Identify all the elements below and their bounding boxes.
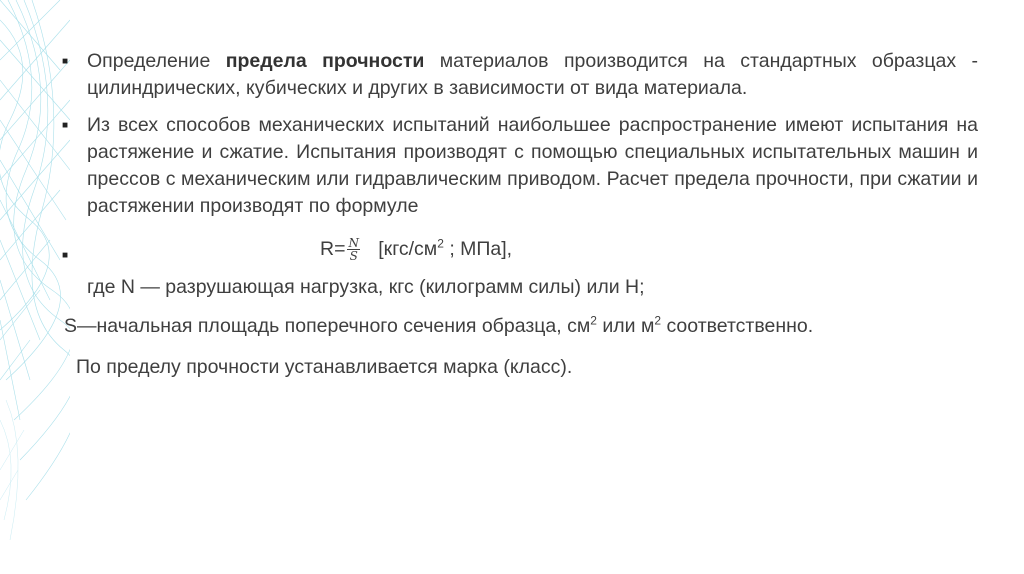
slide-content (62, 48, 978, 381)
formula-lhs: R= (320, 238, 346, 260)
formula-units-pre: [кгс/см (378, 238, 438, 260)
where-s-exp2: 2 (654, 313, 662, 328)
where-s-pre: S—начальная площадь поперечного сечения образца, см (64, 315, 591, 337)
item-text-pre: Определение (87, 50, 226, 72)
list-item (62, 112, 978, 220)
where-n-line: где N — разрушающая нагрузка, кгс (килограмм силы) или Н; (87, 276, 645, 298)
item-text-post: материалов производится на стандартных образцах - цилиндрических, кубических и других в зависимости от вида материала. (87, 50, 978, 99)
item-text: Из всех способов механических испытаний наибольшее распространение имеют испытания на растяжение и сжатие. Испытания производят с помощью специальных испытательных машин и прессов с механическим или гидравлическим приводом. Расчет предела прочности, при сжатии и растяжении производят по формуле (87, 114, 978, 217)
decorative-mesh-graphic (0, 0, 70, 574)
strength-formula (320, 236, 512, 263)
where-s-post: соответственно. (661, 315, 814, 337)
formula-fraction (347, 237, 360, 262)
formula-numerator: N (348, 236, 359, 251)
formula-denominator: S (349, 249, 358, 264)
bullet-square-icon: ■ (62, 120, 69, 131)
where-s-mid: или м (596, 315, 655, 337)
list-item (62, 48, 978, 102)
bullet-square-icon: ■ (62, 250, 69, 261)
bullet-square-icon: ■ (62, 56, 69, 67)
item-text-bold: предела прочности (225, 50, 425, 72)
formula-units-exponent: 2 (437, 236, 444, 251)
formula-row (62, 234, 978, 274)
where-s-paragraph (62, 313, 978, 340)
formula-units-post: ; МПа], (443, 238, 513, 260)
conclusion-text: По пределу прочности устанавливается марка (класс). (76, 356, 573, 378)
where-s-exp1: 2 (590, 313, 597, 328)
